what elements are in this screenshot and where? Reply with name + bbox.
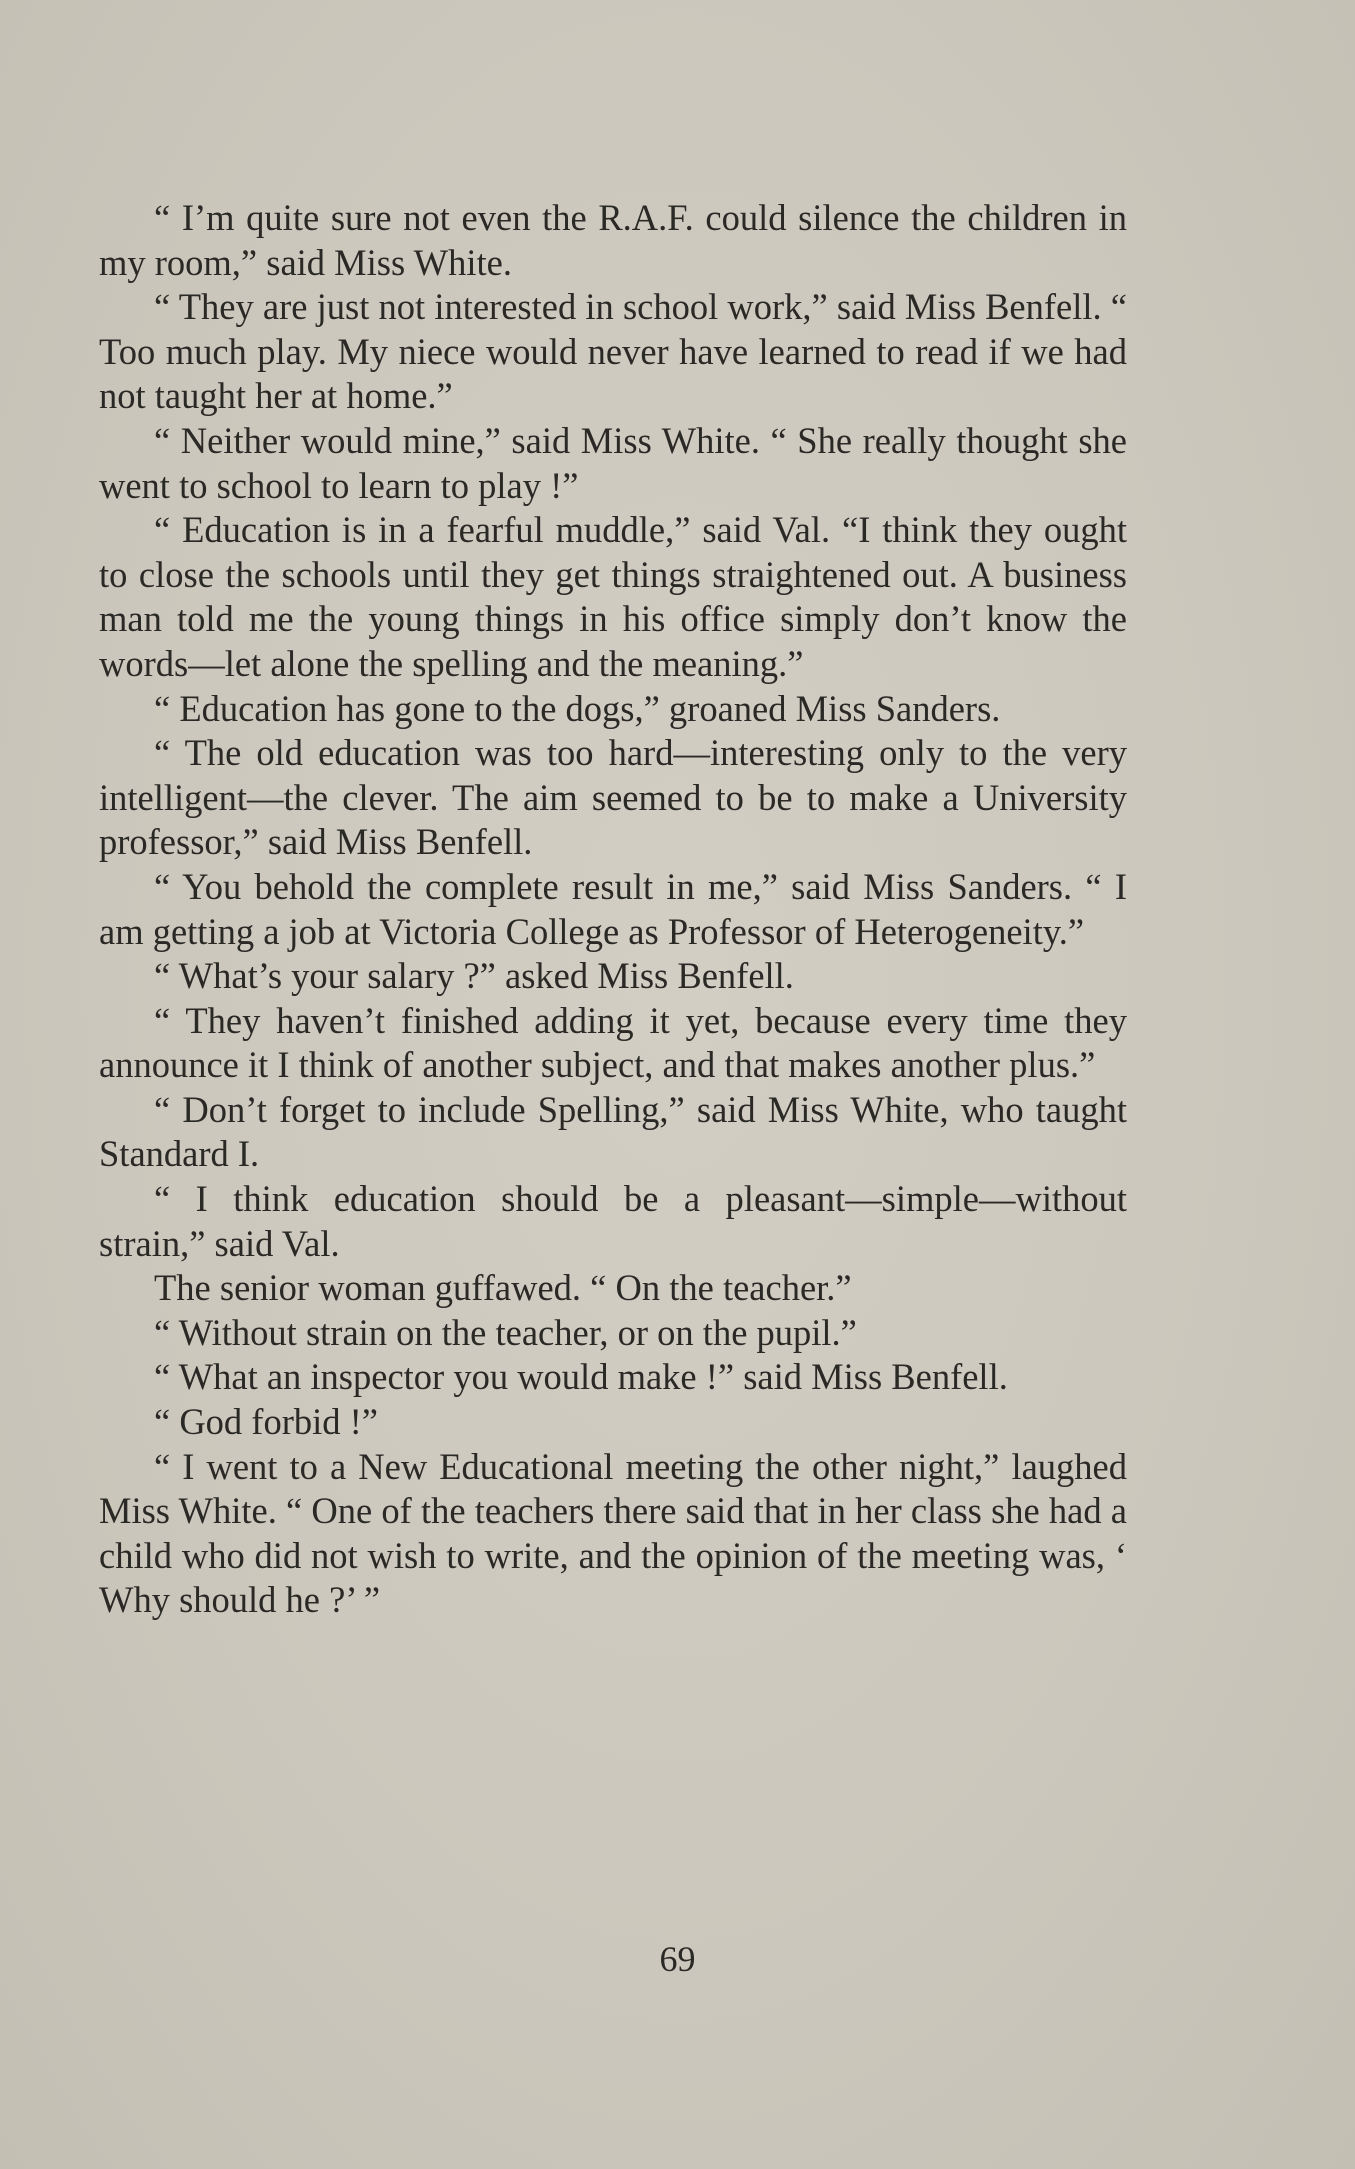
body-text [99, 196, 1127, 1623]
paragraph: The senior woman guffawed. “ On the teacher.” [154, 1267, 852, 1309]
paragraph: “ They haven’t finished adding it yet, because every time they announce it I think of another subject, and that makes another plus.” [99, 999, 1127, 1086]
paragraph: “ I went to a New Educational meeting the other night,” laughed Miss White. “ One of the teachers there said that in her class she had a child who did not wish to write, and the opinion of the meeting was, ‘ Why should he ?’ ” [99, 1445, 1127, 1621]
paragraph: “ They are just not interested in school work,” said Miss Benfell. “ Too much play. My niece would never have learned to read if we had not taught her at home.” [99, 286, 1127, 417]
paragraph: “ I’m quite sure not even the R.A.F. could silence the children in my room,” said Miss White. [99, 197, 1127, 283]
paragraph: “ I think education should be a pleasant—simple—without strain,” said Val. [99, 1178, 1127, 1264]
paragraph: “ What’s your salary ?” asked Miss Benfell. [154, 955, 794, 997]
paragraph: “ Neither would mine,” said Miss White. “ She really thought she went to school to learn to play !” [99, 419, 1127, 506]
paragraph: “ Education has gone to the dogs,” groaned Miss Sanders. [154, 687, 1001, 729]
paragraph: “ What an inspector you would make !” said Miss Benfell. [154, 1356, 1008, 1398]
paragraph: “ Education is in a fearful muddle,” said Val. “I think they ought to close the schools until they get things straightened out. A business man told me the young things in his office simply don’t know the words—let alone the spelling and the meaning.” [99, 509, 1127, 684]
paragraph: “ The old education was too hard—interesting only to the very intelligent—the clever. The aim seemed to be to make a University professor,” said Miss Benfell. [99, 732, 1127, 863]
paragraph: “ You behold the complete result in me,” said Miss Sanders. “ I am getting a job at Victoria College as Professor of Heterogeneity.” [99, 865, 1127, 952]
paragraph: “ Without strain on the teacher, or on the pupil.” [154, 1311, 857, 1353]
paragraph: “ God forbid !” [154, 1401, 378, 1443]
page-number: 69 [659, 1939, 696, 1979]
paragraph: “ Don’t forget to include Spelling,” said Miss White, who taught Standard I. [99, 1088, 1127, 1175]
